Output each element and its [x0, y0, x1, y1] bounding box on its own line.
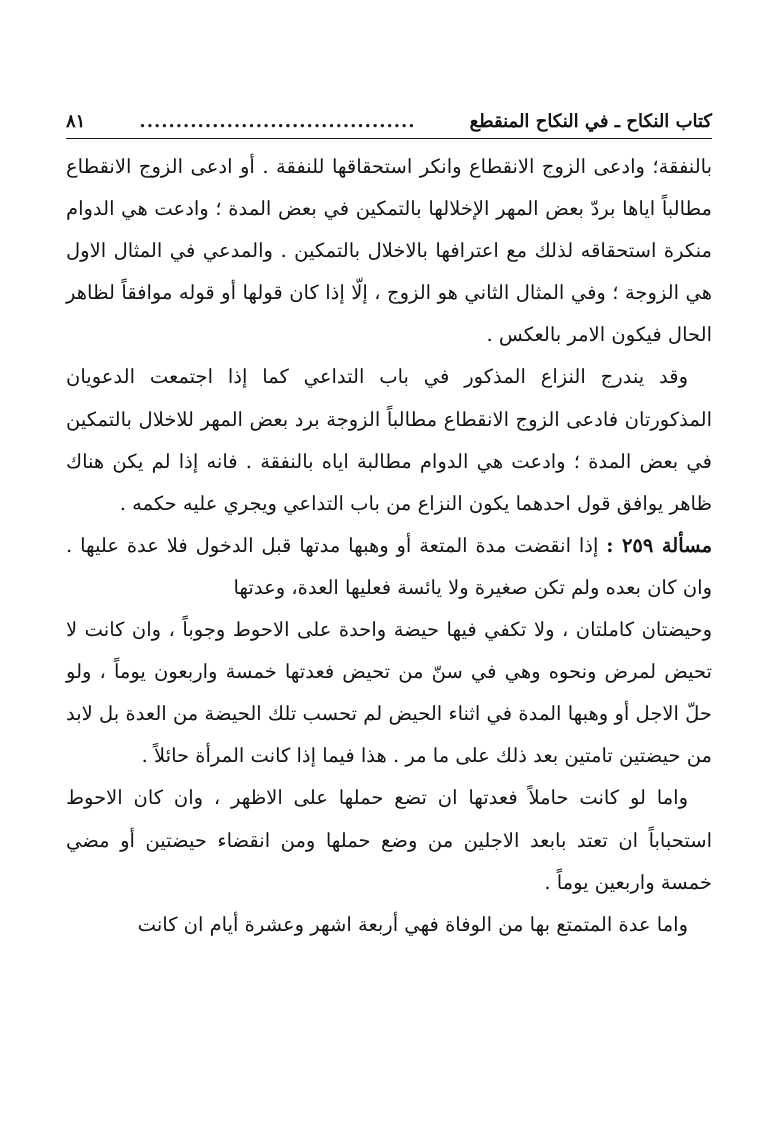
book-page: [66, 0, 712, 1126]
paragraph: واما لو كانت حاملاً فعدتها ان تضع حملها على الاظهر ، وان كان الاحوط استحباباً ان تعتد بابعد الاجلين من وضع حملها ومن انقضاء حيضتين أو مضي خمسة واربعين يوماً .: [66, 786, 712, 894]
masala-label: مسألة ٢٥٩ :: [606, 533, 713, 557]
page-body: [66, 146, 712, 946]
masala-text: إذا انقضت مدة المتعة أو وهبها مدتها قبل الدخول فلا عدة عليها . وان كان بعده ولم تكن صغيرة ولا يائسة فعليها العدة، وعدتها: [66, 533, 712, 599]
paragraph: واما عدة المتمتع بها من الوفاة فهي أربعة اشهر وعشرة أيام ان كانت: [137, 912, 688, 936]
header-rule: [66, 138, 712, 139]
paragraph: وقد يندرج النزاع المذكور في باب التداعي كما إذا اجتمعت الدعويان المذكورتان فادعى الزوج الانقطاع مطالباً الزوجة برد بعض المهر للاخلال بالتمكين في بعض المدة ؛ وادعت هي الدوام مطالبة اياه بالنفقة . فانه إذا لم يكن هناك ظاهر يوافق قول احدهما يكون النزاع من باب التداعي ويجري عليه حكمه .: [66, 365, 712, 515]
running-header: [66, 98, 712, 132]
masala-paragraph: [66, 525, 712, 609]
paragraph: بالنفقة؛ وادعى الزوج الانقطاع وانكر استحقاقها للنفقة . أو ادعى الزوج الانقطاع مطالباً اياها بردّ بعض المهر الإخلالها بالتمكين في بعض المدة ؛ وادعت هي الدوام منكرة استحقاقه لذلك مع اعترافها بالاخلال بالتمكين . والمدعي في المثال الاول هي الزوجة ؛ وفي المثال الثاني هو الزوج ، إلّا إذا كان قولها أو قوله موافقاً لظاهر الحال فيكون الامر بالعكس .: [66, 155, 712, 347]
paragraph: وحيضتان كاملتان ، ولا تكفي فيها حيضة واحدة على الاحوط وجوباً ، وان كانت لا تحيض لمرض ونحوه وهي في سنّ من تحيض فعدتها خمسة واربعون يوماً ، ولو حلّ الاجل أو وهبها المدة في اثناء الحيض لم تحسب تلك الحيضة من العدة بل لابد من حيضتين تامتين بعد ذلك على ما مر . هذا فيما إذا كانت المرأة حائلاً .: [66, 618, 712, 768]
book-title: كتاب النكاح ـ في النكاح المنقطع: [469, 111, 712, 132]
header-dot-leader: ......................................: [139, 111, 416, 132]
page-number: ٨١: [66, 111, 86, 132]
